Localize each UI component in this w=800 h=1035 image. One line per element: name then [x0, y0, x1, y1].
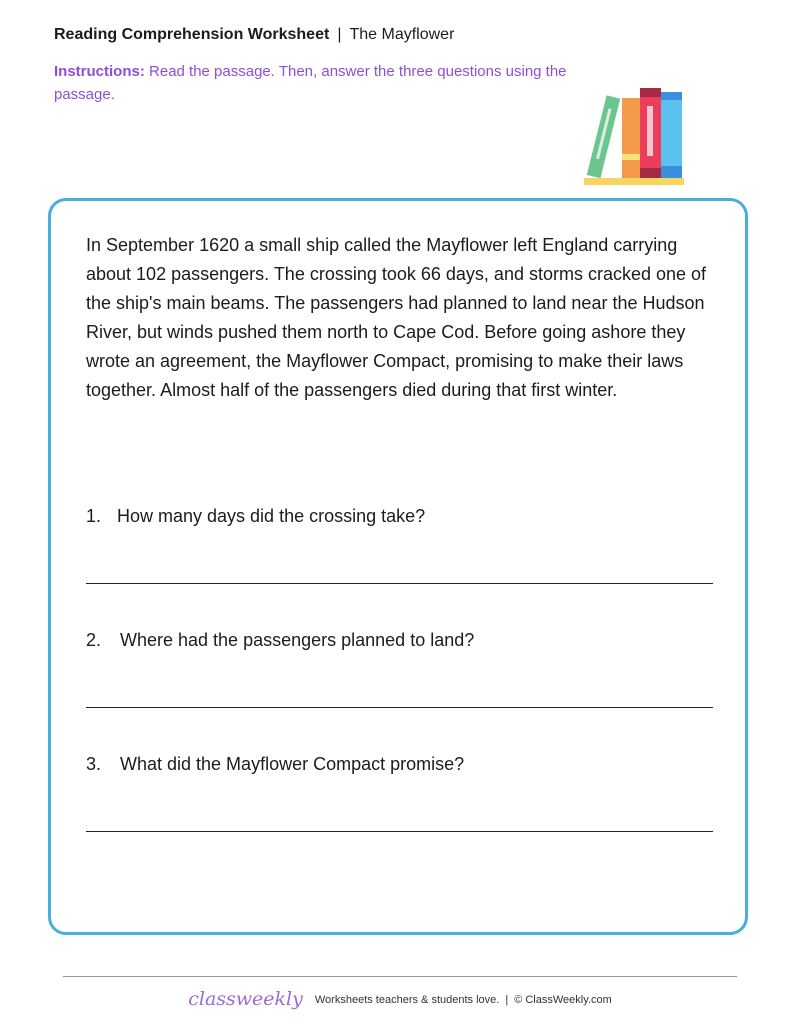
- question-text: How many days did the crossing take?: [117, 506, 426, 526]
- question-number: 3.: [86, 754, 102, 774]
- worksheet-topic: The Mayflower: [349, 26, 455, 43]
- footer-copyright: © ClassWeekly.com: [514, 994, 612, 1006]
- title-separator: |: [337, 26, 342, 43]
- question-1: [86, 506, 425, 527]
- instructions: [54, 60, 574, 106]
- footer: [0, 988, 800, 1010]
- instructions-label: Instructions:: [54, 63, 145, 80]
- answer-line-1[interactable]: [86, 583, 713, 584]
- brand-logo: classweekly: [188, 988, 303, 1010]
- worksheet-title: [54, 26, 454, 44]
- question-text: Where had the passengers planned to land?: [120, 630, 475, 650]
- worksheet-type: Reading Comprehension Worksheet: [54, 26, 330, 43]
- footer-separator: |: [505, 994, 509, 1006]
- footer-tagline: Worksheets teachers & students love.: [314, 994, 500, 1006]
- books-icon: [580, 84, 690, 188]
- question-3: [86, 754, 464, 775]
- answer-line-3[interactable]: [86, 831, 713, 832]
- question-number: 2.: [86, 630, 102, 650]
- question-number: 1.: [86, 506, 102, 526]
- footer-divider: [63, 976, 737, 977]
- answer-line-2[interactable]: [86, 707, 713, 708]
- reading-passage: In September 1620 a small ship called the Mayflower left England carrying about 102 passengers. The crossing took 66 days, and storms cracked one of the ship's main beams. The passengers had planned to land near the Hudson River, but winds pushed them north to Cape Cod. Before going ashore they wrote an agreement, the Mayflower Compact, promising to make their laws together. Almost half of the passengers died during that first winter.: [86, 235, 707, 400]
- instructions-text: Read the passage. Then, answer the three questions using the passage.: [54, 63, 567, 103]
- question-text: What did the Mayflower Compact promise?: [120, 754, 465, 774]
- question-2: [86, 630, 474, 651]
